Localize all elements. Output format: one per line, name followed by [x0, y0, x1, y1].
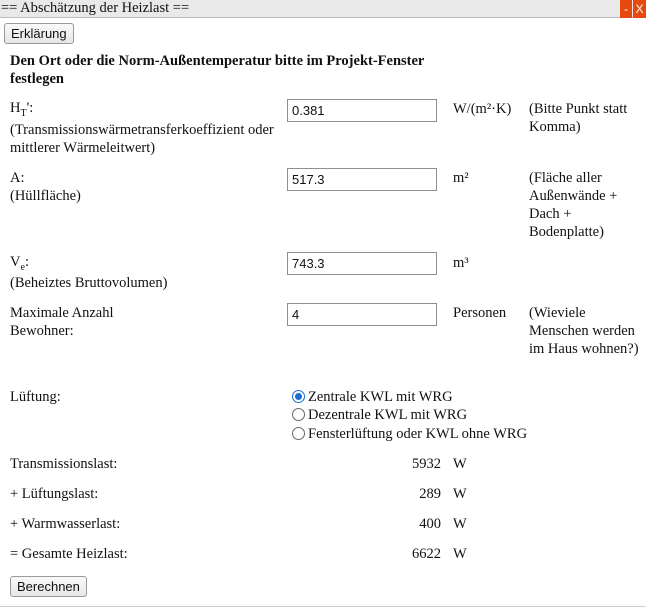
area-input[interactable]: 517.3 — [287, 168, 437, 191]
location-hint-heading: Den Ort oder die Norm-Außentemperatur bitte im Projekt-Fenster festlegen — [10, 53, 425, 87]
title-bar — [0, 0, 646, 18]
area-label: A: — [10, 170, 25, 186]
total-load-value: 6622 — [412, 546, 441, 562]
window-title: == Abschätzung der Heizlast == — [1, 0, 190, 16]
residents-label: Maximale Anzahl Bewohner: — [10, 305, 114, 339]
ventilation-load-label: + Lüftungslast: — [10, 486, 99, 502]
ht-unit: W/(m²·K) — [453, 101, 512, 117]
residents-unit: Personen — [453, 305, 507, 321]
volume-description: (Beheiztes Bruttovolumen) — [10, 275, 168, 291]
ventilation-label: Lüftung: — [10, 389, 61, 405]
calculate-button[interactable]: Berechnen — [10, 576, 87, 597]
ventilation-load-unit: W — [453, 486, 467, 502]
ht-description: (Transmissionswärmetransferkoeffizient oder mittlerer Wärmeleitwert) — [10, 122, 274, 156]
volume-input[interactable]: 743.3 — [287, 252, 437, 275]
radio-selected-icon[interactable] — [292, 390, 305, 403]
residents-input[interactable]: 4 — [287, 303, 437, 326]
ventilation-load-value: 289 — [419, 486, 441, 502]
ventilation-option-central[interactable]: Zentrale KWL mit WRG — [292, 388, 453, 406]
radio-icon[interactable] — [292, 427, 305, 440]
transmission-load-unit: W — [453, 456, 467, 472]
hot-water-load-label: + Warmwasserlast: — [10, 516, 121, 532]
transmission-load-value: 5932 — [412, 456, 441, 472]
ht-hint: (Bitte Punkt statt Komma) — [529, 101, 628, 135]
total-load-label: = Gesamte Heizlast: — [10, 546, 128, 562]
volume-label: $V_e$: — [10, 254, 29, 273]
hot-water-load-unit: W — [453, 516, 467, 532]
ventilation-option-decentral[interactable]: Dezentrale KWL mit WRG — [292, 406, 467, 424]
close-button[interactable]: X — [633, 0, 646, 18]
explain-button[interactable]: Erklärung — [4, 23, 74, 44]
hot-water-load-value: 400 — [419, 516, 441, 532]
transmission-load-label: Transmissionslast: — [10, 456, 118, 472]
ht-label: $H_T'$: — [10, 100, 34, 119]
area-hint: (Fläche aller Außenwände + Dach + Bodenplatte) — [529, 170, 618, 240]
bottom-divider — [0, 606, 646, 607]
ventilation-option-window[interactable]: Fensterlüftung oder KWL ohne WRG — [292, 425, 527, 443]
minimize-button[interactable]: - — [620, 0, 632, 18]
radio-icon[interactable] — [292, 408, 305, 421]
total-load-unit: W — [453, 546, 467, 562]
residents-hint: (Wieviele Menschen werden im Haus wohnen?) — [529, 305, 639, 357]
ht-input[interactable]: 0.381 — [287, 99, 437, 122]
area-unit: m² — [453, 170, 469, 186]
area-description: (Hüllfläche) — [10, 188, 81, 204]
volume-unit: m³ — [453, 255, 469, 271]
